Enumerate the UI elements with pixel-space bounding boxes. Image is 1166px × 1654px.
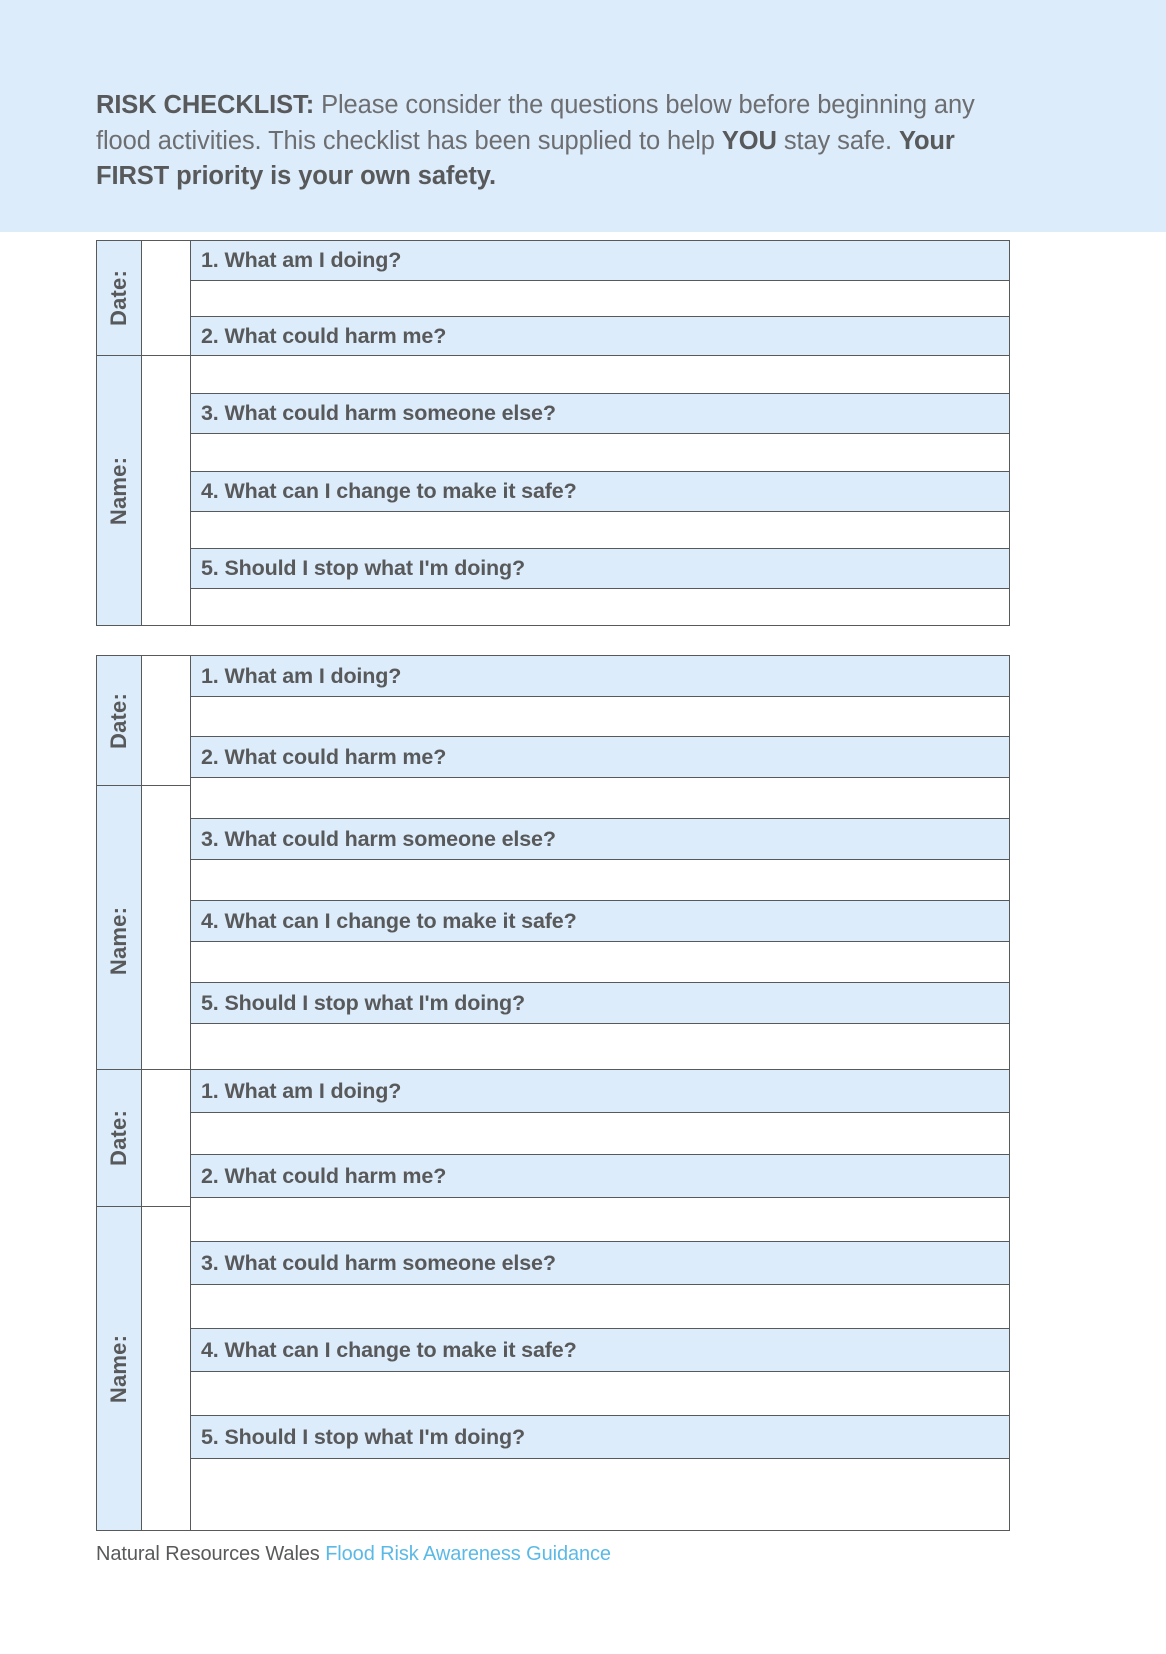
question-row-1-5: 5. Should I stop what I'm doing? — [191, 549, 1009, 589]
answer-row-3-1[interactable] — [191, 1113, 1009, 1155]
answer-row-2-1[interactable] — [191, 697, 1009, 737]
question-row-1-1: 1. What am I doing? — [191, 241, 1009, 281]
answer-row-2-2[interactable] — [191, 778, 1009, 819]
date-entry-cell-3[interactable] — [142, 1070, 191, 1207]
name-label-2: Name: — [106, 906, 131, 975]
name-label-3: Name: — [106, 1334, 131, 1403]
date-entry-cell-1[interactable] — [142, 241, 191, 356]
blank-column-1 — [142, 241, 191, 625]
date-entry-cell-2[interactable] — [142, 656, 191, 786]
date-label-1: Date: — [106, 269, 132, 327]
checklist-block-1 — [96, 240, 1010, 626]
question-row-3-1: 1. What am I doing? — [191, 1070, 1009, 1113]
header-line1-rest: Please consider the questions below before — [314, 91, 811, 119]
label-column-1 — [97, 241, 142, 625]
checklist-block-3 — [96, 1069, 1010, 1531]
answer-row-1-3[interactable] — [191, 434, 1009, 472]
header-line3-a: to help — [639, 126, 722, 155]
question-row-3-4: 4. What can I change to make it safe? — [191, 1329, 1009, 1372]
label-column-2 — [97, 656, 142, 1095]
rows-column-3 — [191, 1070, 1009, 1530]
question-row-3-5: 5. Should I stop what I'm doing? — [191, 1416, 1009, 1459]
header-line3-bold: Your FIRST priority is your own safety. — [96, 126, 955, 190]
footer — [96, 1543, 611, 1566]
question-row-2-4: 4. What can I change to make it safe? — [191, 901, 1009, 942]
answer-row-1-4[interactable] — [191, 512, 1009, 550]
name-entry-cell-3[interactable] — [142, 1207, 191, 1530]
question-row-2-3: 3. What could harm someone else? — [191, 819, 1009, 860]
question-row-3-3: 3. What could harm someone else? — [191, 1242, 1009, 1285]
footer-document-title: Flood Risk Awareness Guidance — [325, 1543, 611, 1565]
name-label-cell-1[interactable] — [97, 356, 142, 625]
name-label-cell-3[interactable] — [97, 1207, 142, 1530]
answer-row-3-2[interactable] — [191, 1198, 1009, 1242]
question-row-1-3: 3. What could harm someone else? — [191, 394, 1009, 434]
date-label-cell-1[interactable] — [97, 241, 142, 356]
date-label-2: Date: — [106, 692, 132, 749]
header-title: RISK CHECKLIST: — [96, 91, 315, 119]
footer-organisation: Natural Resources Wales — [96, 1543, 320, 1565]
date-label-cell-2[interactable] — [97, 656, 142, 786]
answer-row-1-5[interactable] — [191, 589, 1009, 625]
name-entry-cell-1[interactable] — [142, 356, 191, 625]
question-row-2-1: 1. What am I doing? — [191, 656, 1009, 697]
blank-column-2 — [142, 656, 191, 1095]
answer-row-2-4[interactable] — [191, 942, 1009, 983]
name-label-1: Name: — [106, 456, 131, 525]
answer-row-3-4[interactable] — [191, 1372, 1009, 1416]
question-row-2-2: 2. What could harm me? — [191, 737, 1009, 778]
rows-column-1 — [191, 241, 1009, 625]
checklist-block-2 — [96, 655, 1010, 1096]
rows-column-2 — [191, 656, 1009, 1095]
date-label-3: Date: — [106, 1109, 132, 1167]
answer-row-2-3[interactable] — [191, 860, 1009, 901]
answer-row-3-3[interactable] — [191, 1285, 1009, 1329]
header-line2: beginning any flood activities. This checklist has been supplied — [96, 91, 975, 155]
question-row-1-4: 4. What can I change to make it safe? — [191, 472, 1009, 512]
question-row-1-2: 2. What could harm me? — [191, 317, 1009, 357]
header-emphasis-you: YOU — [721, 126, 777, 155]
question-row-2-5: 5. Should I stop what I'm doing? — [191, 983, 1009, 1024]
answer-row-3-5[interactable] — [191, 1459, 1009, 1501]
label-column-3 — [97, 1070, 142, 1530]
answer-row-1-2[interactable] — [191, 356, 1009, 394]
answer-row-2-5[interactable] — [191, 1024, 1009, 1064]
header-line3-b: stay safe. — [776, 126, 899, 155]
blank-column-3 — [142, 1070, 191, 1530]
answer-row-1-1[interactable] — [191, 281, 1009, 317]
name-label-cell-2[interactable] — [97, 786, 142, 1095]
date-label-cell-3[interactable] — [97, 1070, 142, 1207]
question-row-3-2: 2. What could harm me? — [191, 1155, 1009, 1198]
name-entry-cell-2[interactable] — [142, 786, 191, 1095]
